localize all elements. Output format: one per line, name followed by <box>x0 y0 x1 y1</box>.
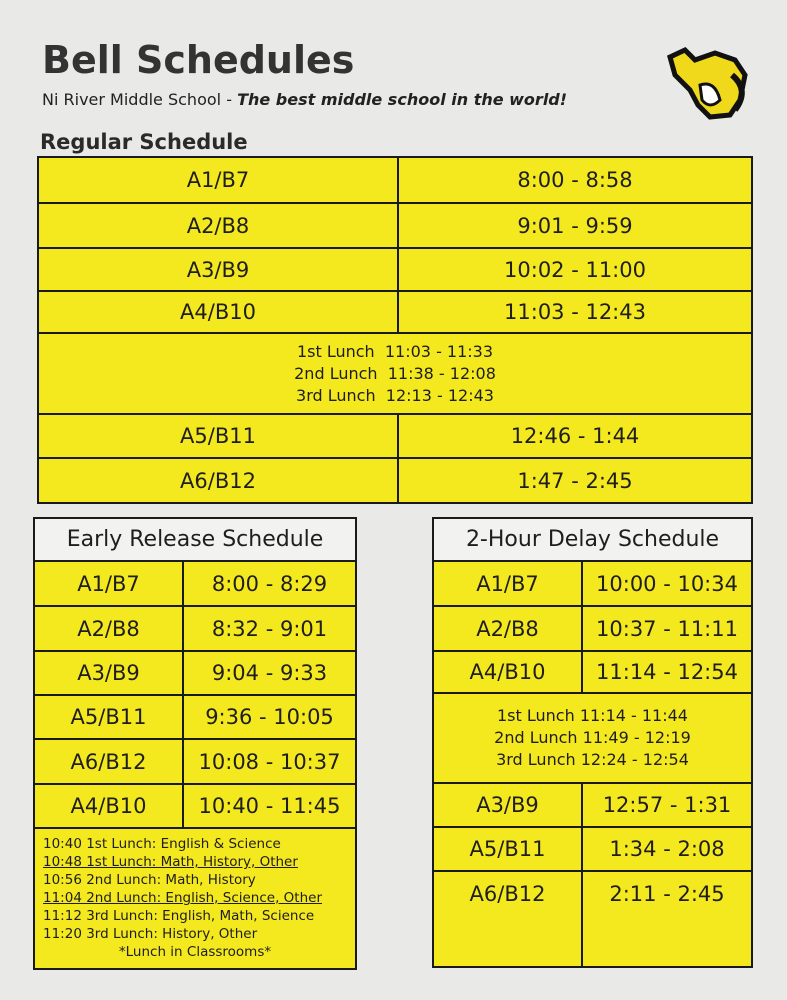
period: A1/B7 <box>38 157 398 203</box>
separator: - <box>226 90 232 109</box>
table-row <box>38 458 752 503</box>
lunch-note: 10:48 1st Lunch: Math, History, Other <box>43 854 298 870</box>
lunch-time: 3rd Lunch 12:24 - 12:54 <box>496 750 689 769</box>
time: 1:47 - 2:45 <box>398 458 752 503</box>
lunch-note: 11:12 3rd Lunch: English, Math, Science <box>43 908 315 924</box>
lunch-notes-row <box>34 828 356 969</box>
period: A6/B12 <box>38 458 398 503</box>
subtitle <box>42 90 567 109</box>
period: A3/B9 <box>433 783 582 827</box>
lunch-time: 3rd Lunch 12:13 - 12:43 <box>296 385 494 405</box>
period: A3/B9 <box>38 248 398 291</box>
lunch-note: 11:20 3rd Lunch: History, Other <box>43 926 258 942</box>
period: A4/B10 <box>34 784 183 828</box>
time: 8:32 - 9:01 <box>183 606 356 651</box>
table-row <box>34 739 356 784</box>
period: A5/B11 <box>34 695 183 739</box>
table-row <box>38 248 752 291</box>
table-row <box>38 414 752 458</box>
time: 8:00 - 8:58 <box>398 157 752 203</box>
page-title: Bell Schedules <box>42 38 355 82</box>
period: A6/B12 <box>433 871 582 967</box>
early-release-table <box>33 517 357 970</box>
lunch-time: 2nd Lunch 11:38 - 12:08 <box>294 363 496 383</box>
table-row <box>34 651 356 695</box>
lunch-time: 1st Lunch 11:14 - 11:44 <box>497 706 688 725</box>
lunch-time: 2nd Lunch 11:49 - 12:19 <box>494 728 691 747</box>
table-row <box>38 157 752 203</box>
period: A4/B10 <box>433 651 582 693</box>
mascot-logo-icon <box>660 45 748 120</box>
time: 12:46 - 1:44 <box>398 414 752 458</box>
table-row <box>34 606 356 651</box>
table-row <box>433 651 752 693</box>
delay-heading: 2-Hour Delay Schedule <box>433 518 752 561</box>
period: A3/B9 <box>34 651 183 695</box>
time: 10:08 - 10:37 <box>183 739 356 784</box>
lunch-row <box>433 693 752 783</box>
period: A1/B7 <box>34 561 183 606</box>
time: 2:11 - 2:45 <box>582 871 752 967</box>
school-name: Ni River Middle School <box>42 90 222 109</box>
period: A4/B10 <box>38 291 398 333</box>
tagline: The best middle school in the world! <box>237 90 568 109</box>
table-row <box>34 695 356 739</box>
time: 12:57 - 1:31 <box>582 783 752 827</box>
time: 11:14 - 12:54 <box>582 651 752 693</box>
table-row <box>38 291 752 333</box>
delay-schedule-table <box>432 517 753 968</box>
time: 1:34 - 2:08 <box>582 827 752 871</box>
table-row <box>433 827 752 871</box>
time: 9:01 - 9:59 <box>398 203 752 248</box>
lunch-note: 11:04 2nd Lunch: English, Science, Other <box>43 890 322 906</box>
time: 11:03 - 12:43 <box>398 291 752 333</box>
table-row <box>433 561 752 606</box>
lunch-note: 10:56 2nd Lunch: Math, History <box>43 872 256 888</box>
table-row <box>34 561 356 606</box>
lunch-row <box>38 333 752 414</box>
time: 9:36 - 10:05 <box>183 695 356 739</box>
regular-schedule-heading: Regular Schedule <box>40 130 248 154</box>
period: A1/B7 <box>433 561 582 606</box>
period: A2/B8 <box>433 606 582 651</box>
table-row <box>38 203 752 248</box>
lunch-time: 1st Lunch 11:03 - 11:33 <box>296 341 494 361</box>
period: A5/B11 <box>433 827 582 871</box>
regular-schedule-table <box>37 156 753 504</box>
time: 9:04 - 9:33 <box>183 651 356 695</box>
table-row <box>34 784 356 828</box>
time: 10:40 - 11:45 <box>183 784 356 828</box>
period: A2/B8 <box>34 606 183 651</box>
early-release-heading: Early Release Schedule <box>34 518 356 561</box>
period: A5/B11 <box>38 414 398 458</box>
time: 10:37 - 11:11 <box>582 606 752 651</box>
lunch-note: 10:40 1st Lunch: English & Science <box>43 836 281 852</box>
lunch-note: *Lunch in Classrooms* <box>118 944 272 960</box>
table-row <box>433 871 752 967</box>
time: 10:02 - 11:00 <box>398 248 752 291</box>
time: 10:00 - 10:34 <box>582 561 752 606</box>
period: A2/B8 <box>38 203 398 248</box>
time: 8:00 - 8:29 <box>183 561 356 606</box>
table-row <box>433 606 752 651</box>
period: A6/B12 <box>34 739 183 784</box>
table-row <box>433 783 752 827</box>
